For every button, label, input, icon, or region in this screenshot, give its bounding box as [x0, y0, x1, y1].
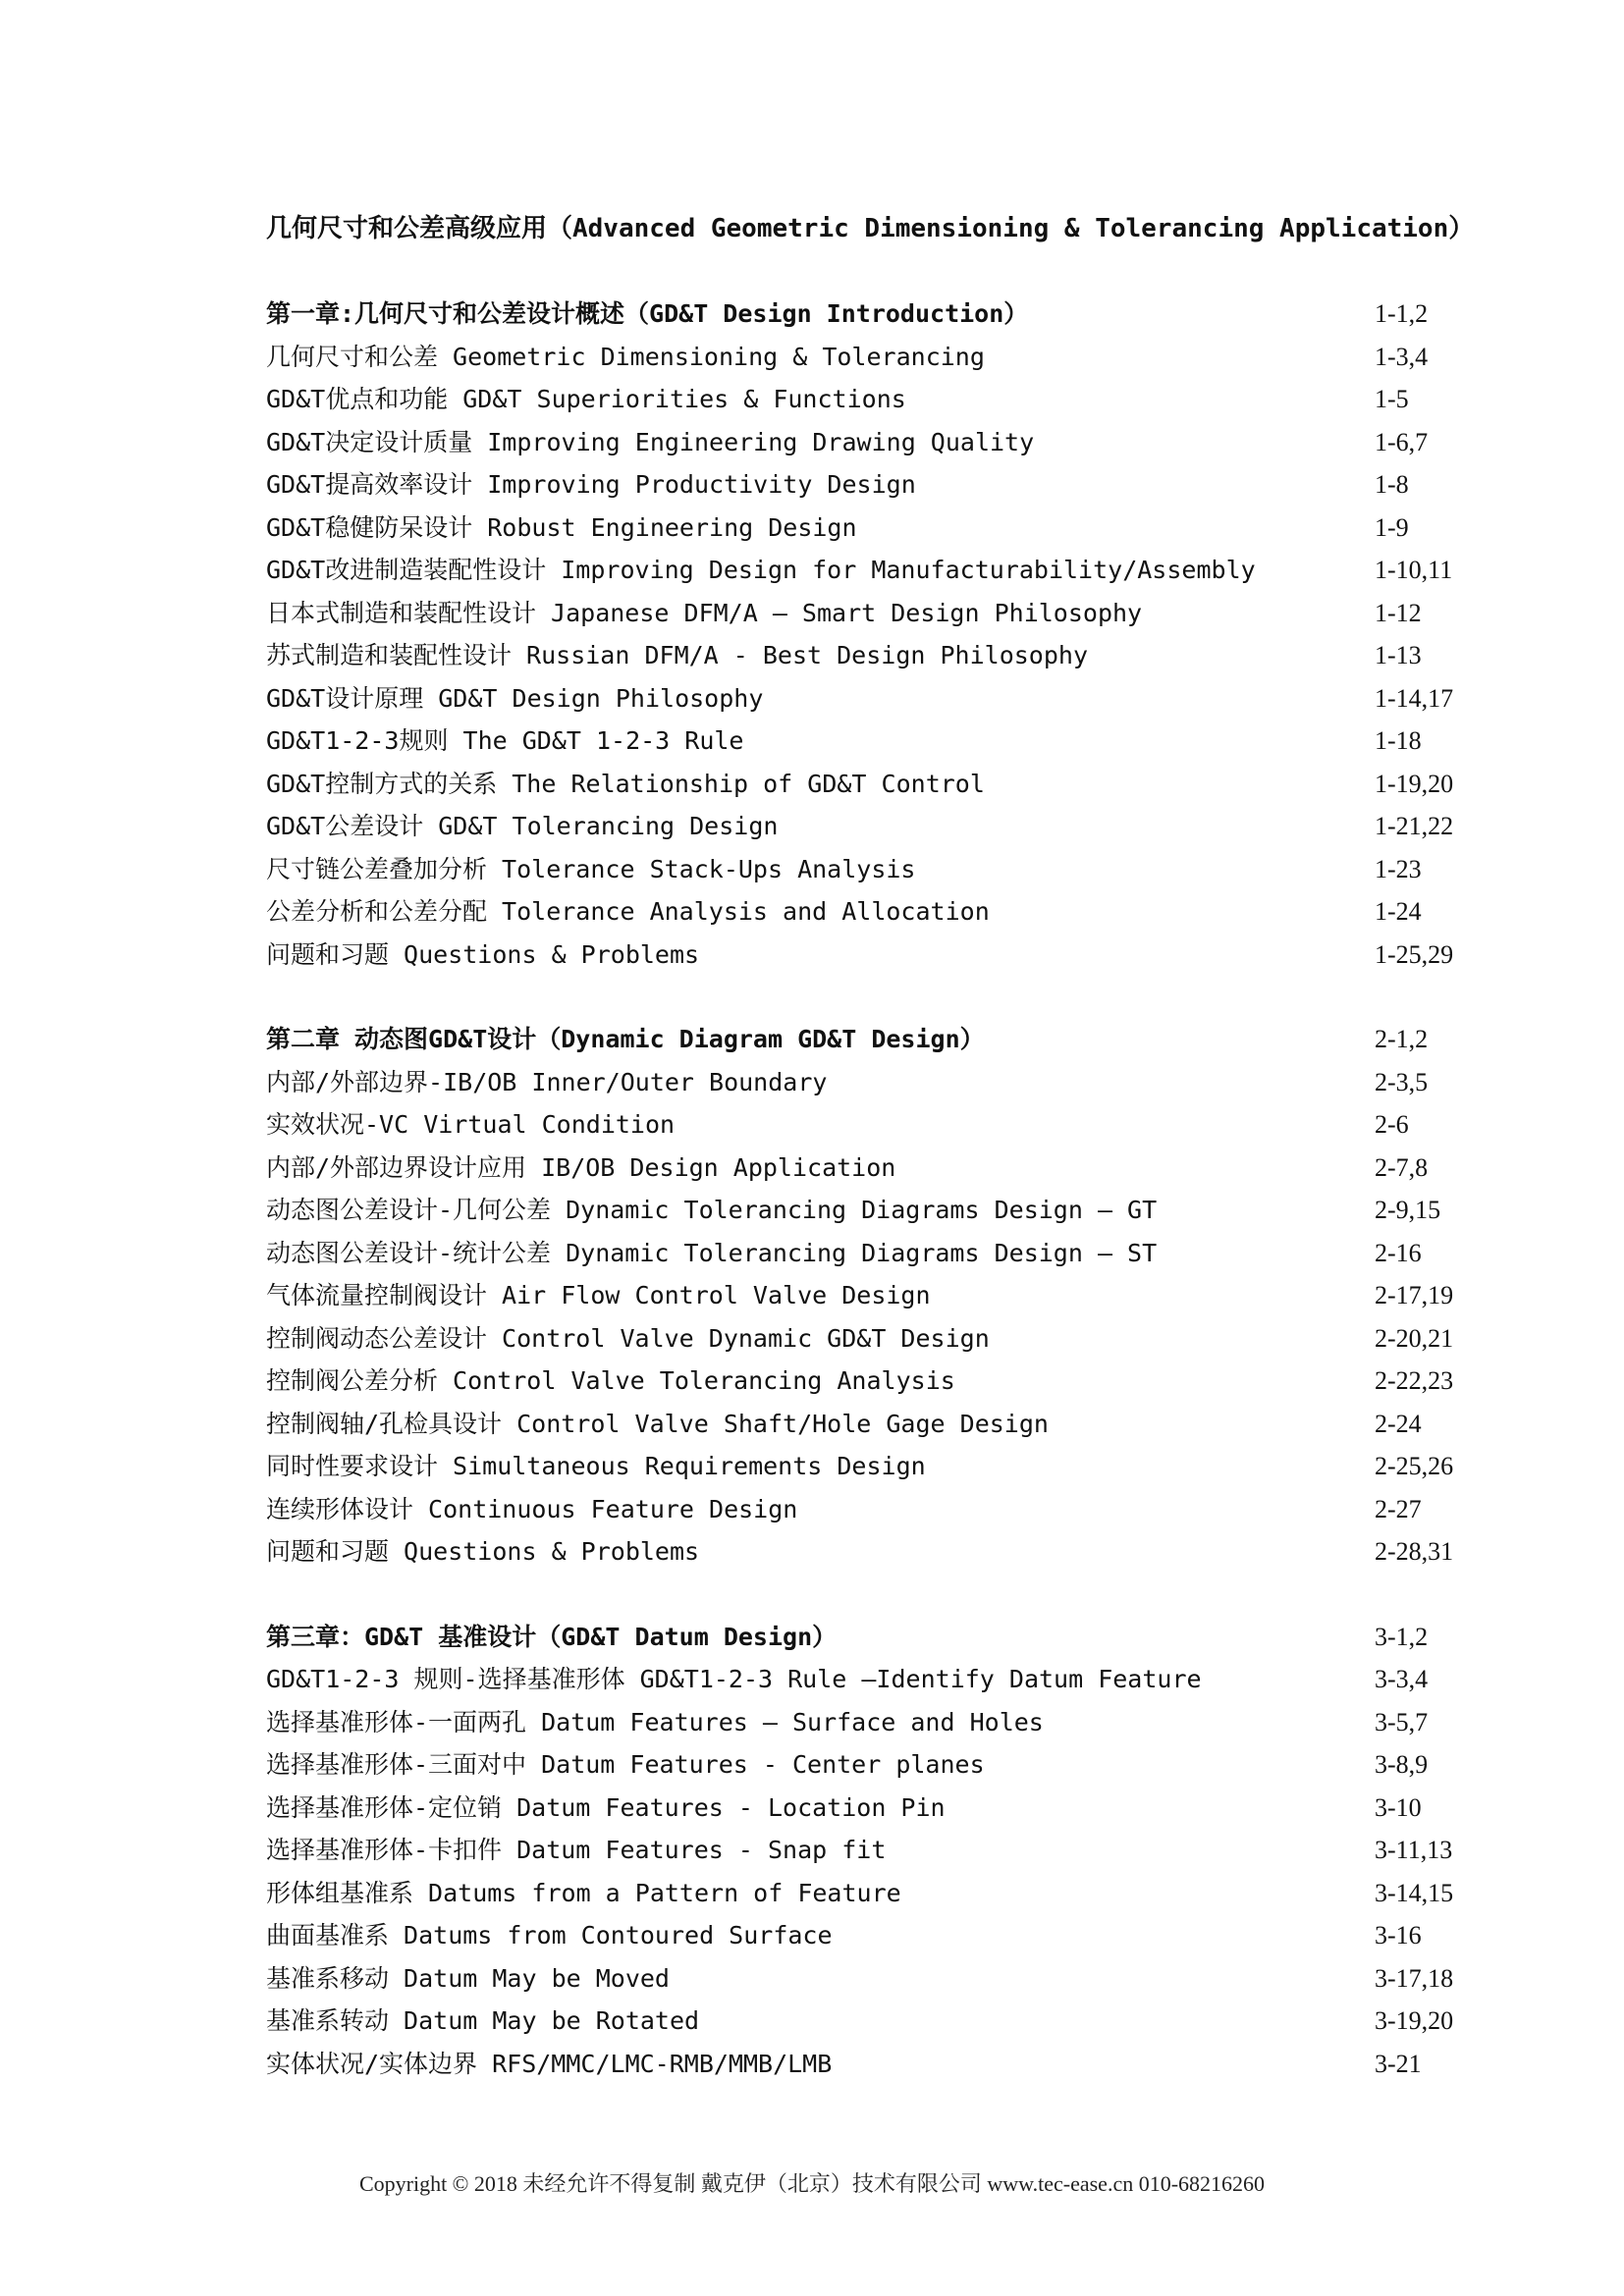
- toc-entry: [266, 378, 1484, 421]
- toc-entry-title: GD&T1-2-3规则 The GD&T 1-2-3 Rule: [266, 726, 744, 755]
- toc-entry-title: GD&T提高效率设计 Improving Productivity Design: [266, 470, 916, 499]
- toc-entry-title: 控制阀轴/孔检具设计 Control Valve Shaft/Hole Gage Design: [266, 1409, 1049, 1438]
- toc-entry-title: 苏式制造和装配性设计 Russian DFM/A - Best Design Philosophy: [266, 641, 1089, 669]
- toc-entry-page: 3-8,9: [1375, 1750, 1429, 1779]
- toc-entry-title: 公差分析和公差分配 Tolerance Analysis and Allocation: [266, 897, 990, 926]
- toc-entry-title: 同时性要求设计 Simultaneous Requirements Design: [266, 1452, 926, 1480]
- toc-entry: [266, 1061, 1484, 1104]
- toc-entry-title: 动态图公差设计-几何公差 Dynamic Tolerancing Diagrams Design – GT: [266, 1196, 1158, 1224]
- toc-entry-page: 2-28,31: [1375, 1537, 1454, 1566]
- chapter-heading-page: 3-1,2: [1375, 1622, 1429, 1651]
- toc-entry: [266, 1317, 1484, 1361]
- toc-entry: [266, 1658, 1484, 1701]
- toc-entry-page: 1-5: [1375, 385, 1409, 413]
- toc-entry: [266, 934, 1484, 977]
- toc-entry-page: 1-3,4: [1375, 342, 1429, 371]
- toc-entry-title: 形体组基准系 Datums from a Pattern of Feature: [266, 1878, 901, 1907]
- toc-entry-title: GD&T1-2-3 规则-选择基准形体 GD&T1-2-3 Rule –Identify Datum Feature: [266, 1665, 1202, 1693]
- toc-entry-page: 3-5,7: [1375, 1707, 1429, 1736]
- toc-entry-title: 几何尺寸和公差 Geometric Dimensioning & Tolerancing: [266, 342, 985, 371]
- toc-entry-title: GD&T公差设计 GD&T Tolerancing Design: [266, 812, 779, 840]
- toc-entry-page: 1-23: [1375, 854, 1422, 883]
- toc-entry: [266, 763, 1484, 806]
- toc-entry: [266, 336, 1484, 379]
- toc-entry-page: 1-19,20: [1375, 769, 1454, 798]
- chapter-section: [266, 1018, 1484, 1574]
- toc-entry: [266, 1743, 1484, 1787]
- toc-entry: [266, 1445, 1484, 1488]
- chapter-heading-title: 第一章:几何尺寸和公差设计概述（GD&T Design Introduction）: [266, 299, 1029, 328]
- toc-entry-title: GD&T控制方式的关系 The Relationship of GD&T Control: [266, 769, 985, 798]
- toc-entry-page: 3-16: [1375, 1921, 1422, 1949]
- chapter-heading-title: 第三章：GD&T 基准设计（GD&T Datum Design）: [266, 1622, 838, 1651]
- toc-entry: [266, 2000, 1484, 2043]
- toc-entry-page: 3-10: [1375, 1792, 1422, 1822]
- document-title: 几何尺寸和公差高级应用（Advanced Geometric Dimensioning & Tolerancing Application）: [266, 214, 1475, 243]
- toc-entry: [266, 463, 1484, 507]
- toc-entry-page: 2-16: [1375, 1238, 1422, 1267]
- toc-entry-title: 尺寸链公差叠加分析 Tolerance Stack-Ups Analysis: [266, 854, 916, 883]
- chapter-section: [266, 293, 1484, 976]
- toc-entry-title: 实体状况/实体边界 RFS/MMC/LMC-RMB/MMB/LMB: [266, 2049, 833, 2078]
- toc-entry-page: 1-12: [1375, 598, 1422, 627]
- toc-entry-page: 2-22,23: [1375, 1366, 1454, 1395]
- toc-entry: [266, 1103, 1484, 1147]
- toc-entry: [266, 848, 1484, 891]
- toc-entry-page: 1-13: [1375, 641, 1422, 669]
- toc-entry-page: 1-10,11: [1375, 556, 1453, 584]
- toc-entry: [266, 890, 1484, 934]
- toc-entry-page: 1-8: [1375, 470, 1409, 499]
- toc-entry-title: GD&T设计原理 GD&T Design Philosophy: [266, 683, 764, 713]
- chapter-section: [266, 1616, 1484, 2086]
- toc-entry: [266, 677, 1484, 721]
- toc-entry-title: 控制阀公差分析 Control Valve Tolerancing Analysis: [266, 1366, 955, 1395]
- toc-entry-title: 日本式制造和装配性设计 Japanese DFM/A – Smart Design Philosophy: [266, 598, 1143, 627]
- toc-entry-title: 曲面基准系 Datums from Contoured Surface: [266, 1921, 833, 1949]
- toc-entry-title: 内部/外部边界设计应用 IB/OB Design Application: [266, 1152, 896, 1182]
- toc-entry: [266, 805, 1484, 848]
- toc-entry: [266, 1360, 1484, 1403]
- toc-entry: [266, 1488, 1484, 1531]
- toc-entry: [266, 1274, 1484, 1317]
- toc-entry-title: 内部/外部边界-IB/OB Inner/Outer Boundary: [266, 1067, 828, 1096]
- toc-entry: [266, 1914, 1484, 1957]
- toc-entry-page: 3-21: [1375, 2049, 1422, 2078]
- toc-entry: [266, 1232, 1484, 1275]
- toc-entry-page: 1-9: [1375, 512, 1409, 542]
- toc-entry: [266, 421, 1484, 464]
- toc-entry-title: 实效状况-VC Virtual Condition: [266, 1110, 676, 1139]
- toc-entry-page: 2-3,5: [1375, 1067, 1429, 1096]
- toc-entry: [266, 1403, 1484, 1446]
- toc-entry-page: 2-20,21: [1375, 1323, 1454, 1353]
- toc-entry-title: 选择基准形体-定位销 Datum Features - Location Pin: [266, 1792, 946, 1822]
- toc-entry: [266, 1530, 1484, 1574]
- toc-entry-page: 1-25,29: [1375, 939, 1454, 969]
- toc-entry-title: 问题和习题 Questions & Problems: [266, 1537, 700, 1566]
- toc-entry-title: GD&T决定设计质量 Improving Engineering Drawing Quality: [266, 427, 1035, 456]
- toc-entry: [266, 1701, 1484, 1744]
- toc-entry-page: 1-6,7: [1375, 427, 1429, 456]
- toc-entry: [266, 634, 1484, 677]
- toc-entry: [266, 2043, 1484, 2086]
- chapter-heading: [266, 1018, 1484, 1061]
- toc-entry-title: 选择基准形体-三面对中 Datum Features - Center planes: [266, 1750, 985, 1779]
- toc-entry: [266, 1872, 1484, 1915]
- toc-entry-page: 3-11,13: [1375, 1836, 1453, 1864]
- chapter-heading-page: 2-1,2: [1375, 1025, 1429, 1053]
- toc-entry-title: 气体流量控制阀设计 Air Flow Control Valve Design: [266, 1281, 931, 1309]
- toc-entry-title: GD&T稳健防呆设计 Robust Engineering Design: [266, 512, 857, 542]
- toc-entry-title: 控制阀动态公差设计 Control Valve Dynamic GD&T Design: [266, 1323, 990, 1353]
- chapter-heading: [266, 293, 1484, 336]
- toc-entry-title: 基准系转动 Datum May be Rotated: [266, 2006, 700, 2035]
- chapter-heading-page: 1-1,2: [1375, 299, 1429, 328]
- toc-entry-page: 3-14,15: [1375, 1878, 1454, 1907]
- toc-entry: [266, 549, 1484, 592]
- toc-entry-page: 2-6: [1375, 1110, 1409, 1139]
- toc-entry-title: 动态图公差设计-统计公差 Dynamic Tolerancing Diagrams Design – ST: [266, 1238, 1158, 1267]
- toc-entry-title: GD&T优点和功能 GD&T Superiorities & Functions: [266, 385, 906, 413]
- toc-entry: [266, 1829, 1484, 1872]
- table-of-contents: [266, 293, 1484, 2127]
- toc-entry-title: 选择基准形体-卡扣件 Datum Features - Snap fit: [266, 1836, 887, 1864]
- toc-entry-page: 1-18: [1375, 726, 1422, 755]
- toc-entry-page: 3-19,20: [1375, 2006, 1454, 2035]
- toc-entry-page: 2-27: [1375, 1494, 1422, 1523]
- toc-entry-page: 3-3,4: [1375, 1665, 1429, 1693]
- toc-entry: [266, 592, 1484, 635]
- toc-entry: [266, 1147, 1484, 1190]
- toc-entry-page: 2-7,8: [1375, 1152, 1429, 1182]
- toc-entry: [266, 1957, 1484, 2001]
- toc-entry: [266, 1189, 1484, 1232]
- toc-entry-title: 选择基准形体-一面两孔 Datum Features – Surface and Holes: [266, 1707, 1044, 1736]
- toc-entry-page: 2-17,19: [1375, 1281, 1454, 1309]
- toc-entry-title: 基准系移动 Datum May be Moved: [266, 1963, 670, 1993]
- chapter-heading: [266, 1616, 1484, 1659]
- toc-entry: [266, 1787, 1484, 1830]
- toc-entry-page: 2-9,15: [1375, 1196, 1441, 1224]
- chapter-heading-title: 第二章 动态图GD&T设计（Dynamic Diagram GD&T Design）: [266, 1025, 985, 1053]
- toc-entry: [266, 507, 1484, 550]
- copyright-footer: Copyright © 2018 未经允许不得复制 戴克伊（北京）技术有限公司 www.tec-ease.cn 010-68216260: [358, 2171, 1266, 2196]
- toc-entry-title: 连续形体设计 Continuous Feature Design: [266, 1494, 798, 1523]
- toc-entry-page: 2-24: [1375, 1409, 1422, 1438]
- toc-entry-title: GD&T改进制造装配性设计 Improving Design for Manufacturability/Assembly: [266, 556, 1256, 584]
- toc-entry-page: 1-21,22: [1375, 812, 1454, 840]
- toc-entry-page: 2-25,26: [1375, 1452, 1454, 1480]
- toc-entry-page: 1-14,17: [1375, 683, 1454, 713]
- toc-entry: [266, 720, 1484, 763]
- toc-entry-page: 3-17,18: [1375, 1963, 1454, 1993]
- toc-entry-title: 问题和习题 Questions & Problems: [266, 939, 700, 969]
- toc-entry-page: 1-24: [1375, 897, 1422, 926]
